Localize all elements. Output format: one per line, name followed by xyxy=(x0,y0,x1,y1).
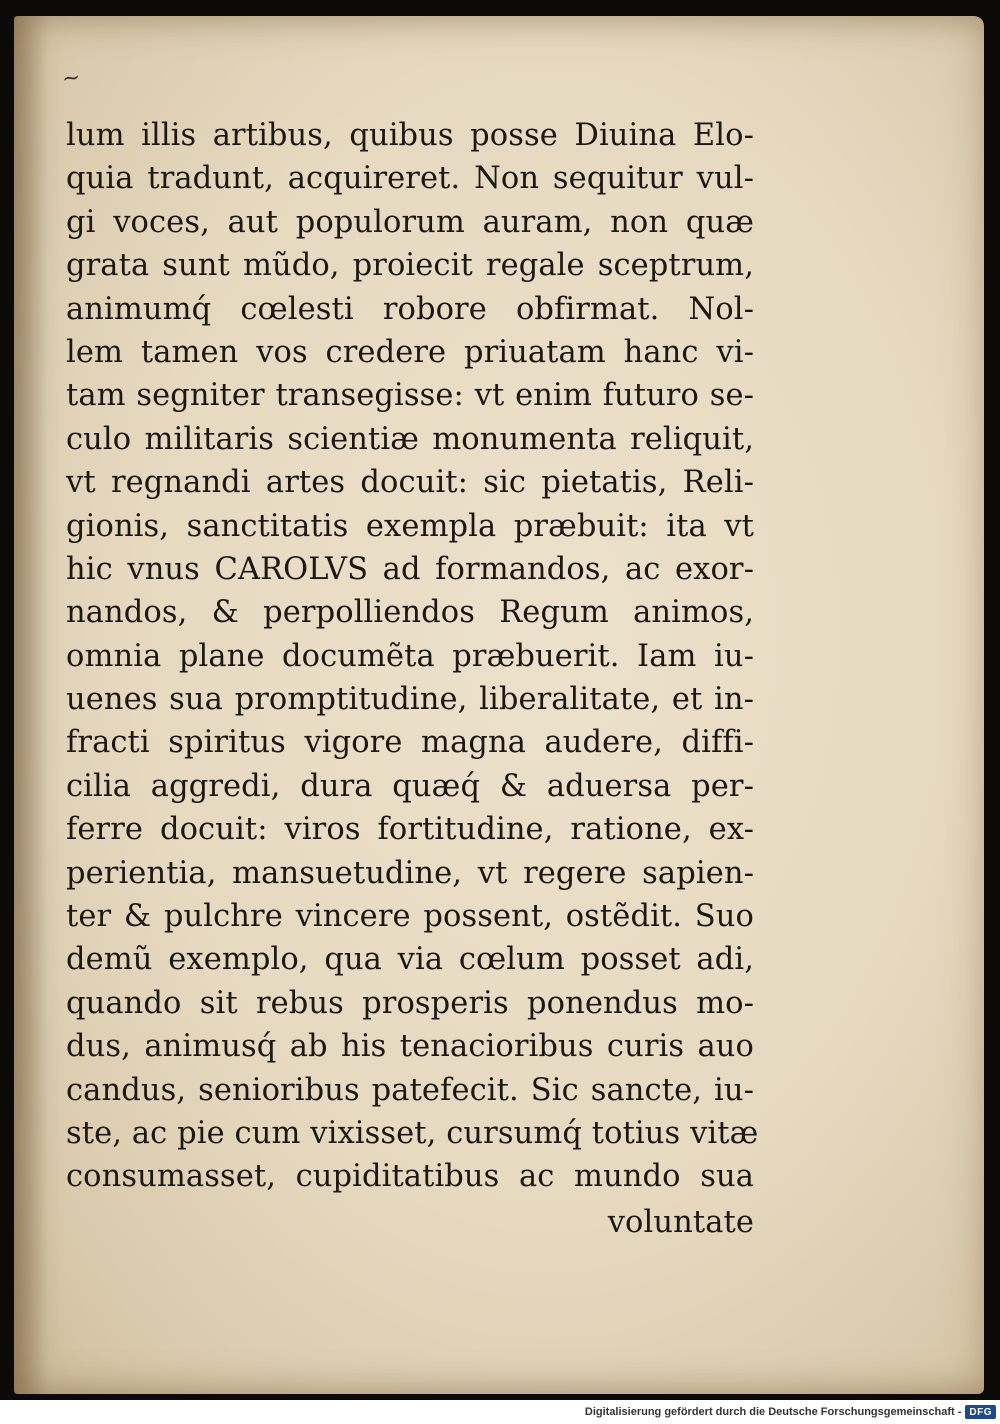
text-line: omnia plane documẽta præbuerit. Iam iu- xyxy=(66,638,754,674)
text-line: culo militaris scientiæ monumenta reliquit, xyxy=(66,421,754,457)
dfg-logo[interactable]: DFG xyxy=(965,1405,996,1419)
text-line: ste, ac pie cum vixisset, cursumq́ totius vitæ xyxy=(66,1115,759,1151)
text-line: fracti spiritus vigore magna audere, diffi- xyxy=(66,725,754,761)
text-line: demũ exemplo, qua via cœlum posset adi, xyxy=(66,942,754,978)
text-line: tam segniter transegisse: vt enim futuro se- xyxy=(66,378,754,414)
text-line: cilia aggredi, dura quæq́ & aduersa per- xyxy=(66,768,754,804)
text-line: lem tamen vos credere priuatam hanc vi- xyxy=(66,334,754,370)
text-line: grata sunt mũdo, proiecit regale sceptrum, xyxy=(66,248,754,284)
text-line: candus, senioribus patefecit. Sic sancte, iu- xyxy=(66,1072,754,1108)
stray-ink-mark: ~ xyxy=(60,64,83,93)
text-line: uenes sua promptitudine, liberalitate, et in- xyxy=(66,682,754,718)
funding-credit-text: Digitalisierung gefördert durch die Deutsche Forschungsgemeinschaft - xyxy=(584,1406,962,1418)
digitization-credit-bar xyxy=(585,1400,1000,1424)
text-line: ter & pulchre vincere possent, ostẽdit. Suo xyxy=(66,899,754,935)
text-line: dus, animusq́ ab his tenacioribus curis auo xyxy=(66,1029,754,1065)
text-line: gionis, sanctitatis exempla præbuit: ita vt xyxy=(66,508,754,544)
text-line: quando sit rebus prosperis ponendus mo- xyxy=(66,985,754,1021)
text-line: vt regnandi artes docuit: sic pietatis, Reli- xyxy=(66,465,754,501)
page-gutter-shadow xyxy=(14,16,48,1394)
text-line: nandos, & perpolliendos Regum animos, xyxy=(66,595,754,631)
text-line: quia tradunt, acquireret. Non sequitur vul- xyxy=(66,161,754,197)
text-line: hic vnus CAROLVS ad formandos, ac exor- xyxy=(66,551,754,587)
text-line: consumasset, cupiditatibus ac mundo sua xyxy=(66,1159,754,1195)
page-text-block xyxy=(66,114,759,1244)
text-line: animumq́ cœlesti robore obfirmat. Nol- xyxy=(66,291,754,327)
text-line: ferre docuit: viros fortitudine, ratione, ex- xyxy=(66,812,754,848)
text-line: lum illis artibus, quibus posse Diuina Elo- xyxy=(66,118,754,153)
catchword: voluntate xyxy=(607,1204,754,1240)
text-line: perientia, mansuetudine, vt regere sapien- xyxy=(66,855,754,891)
text-line: gi voces, aut populorum auram, non quæ xyxy=(66,204,754,240)
book-page xyxy=(14,16,984,1394)
